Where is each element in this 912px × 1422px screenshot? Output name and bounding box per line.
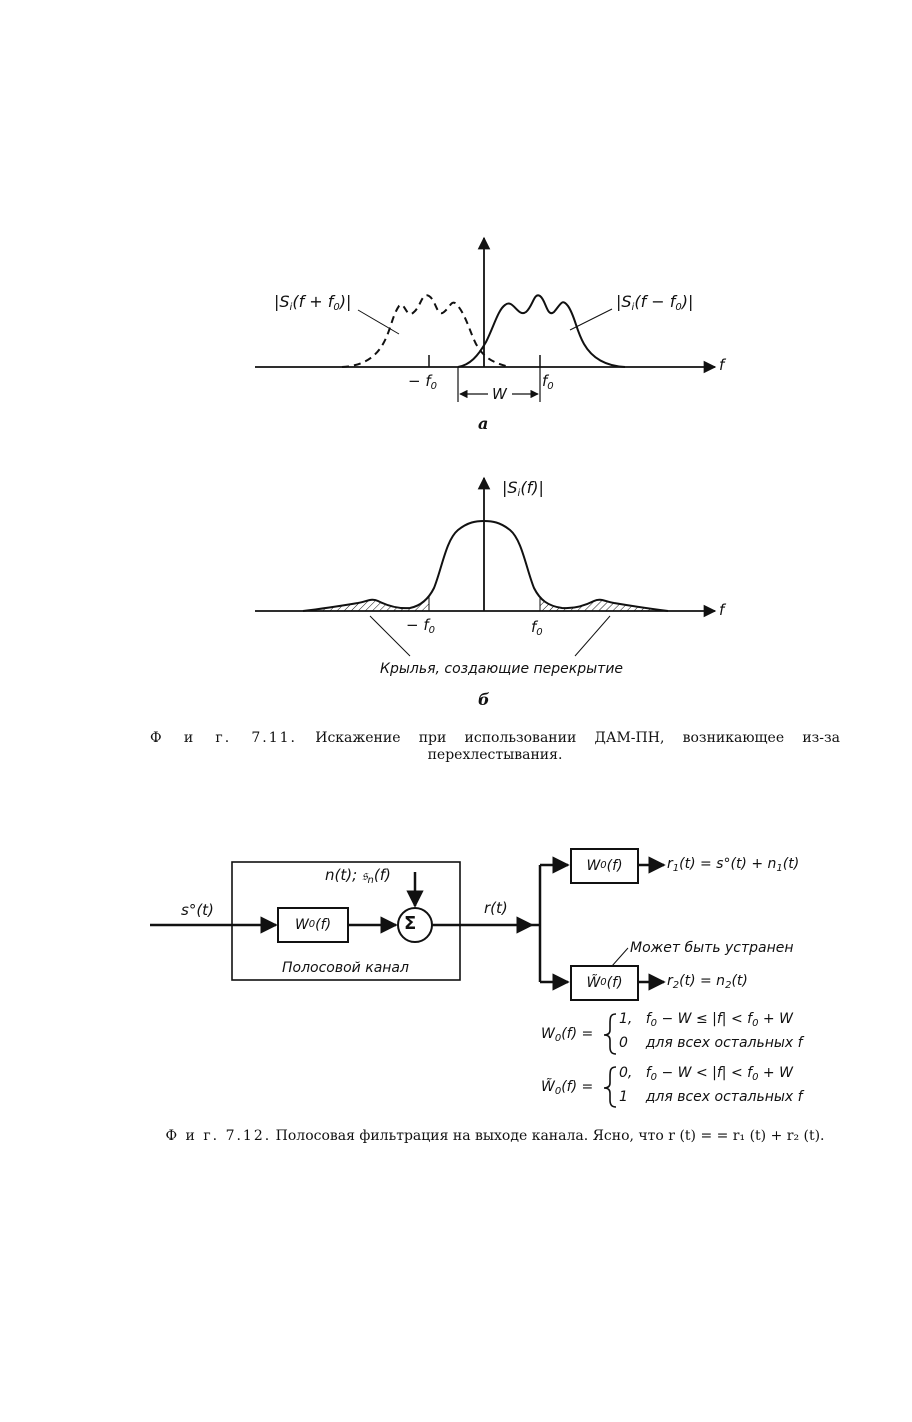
panel-b-right-leader [575, 616, 610, 656]
panel-b-left-leader [370, 616, 410, 656]
figure-7-11-caption [150, 730, 840, 764]
panel-a-pos-f0-label: $f_0$ [542, 372, 554, 392]
panel-b-axis-f-label: f [719, 601, 725, 619]
panel-a-right-leader [570, 309, 612, 330]
noise-label: n(t); 𝔰$_n$(f) [325, 866, 391, 886]
bottom-output-label: $r_2(t) = n_2(t)$ [667, 973, 748, 991]
def2-brace [604, 1067, 616, 1107]
def1-lhs: $W_0(f)$ = [541, 1026, 594, 1044]
removable-note: Может быть устранен [630, 940, 794, 956]
def1-brace [604, 1014, 616, 1054]
panel-a-right-curve-label: $|S_i(f - f_0)|$ [616, 292, 694, 313]
def1-line2: 0 для всех остальных f [619, 1035, 803, 1051]
channel-label: Полосовой канал [282, 960, 409, 976]
channel-output-label: r(t) [484, 899, 508, 917]
channel-filter-box: W 0 (f) [277, 907, 349, 943]
figure-7-11-caption-text: Искажение при использовании ДАМ-ПН, возникающее из-за перехлестывания. [315, 730, 840, 763]
top-branch-filter-box: W 0 (f) [570, 848, 639, 884]
summer-symbol: Σ [404, 913, 417, 934]
panel-b-neg-f0-label: − $f_0$ [406, 616, 435, 636]
panel-b-wings-annotation: Крылья, создающие перекрытие [380, 661, 624, 677]
removable-leader [612, 948, 628, 966]
figure-7-12-caption-lead: Ф и г. 7.12. [165, 1128, 272, 1144]
bottom-branch-filter-box: W̃ 0 (f) [570, 965, 639, 1001]
panel-a-letter: а [478, 414, 489, 433]
panel-b-pos-f0-label: $f_0$ [531, 618, 543, 638]
panel-b-letter: б [478, 690, 490, 709]
top-output-label: $r_1(t) = s^\circ(t) + n_1(t)$ [667, 856, 800, 874]
panel-a-w-label: W [492, 385, 507, 403]
def2-lhs: $W̃_0(f)$ = [541, 1079, 594, 1097]
figure-7-11-caption-lead: Ф и г. 7.11. [150, 730, 298, 746]
def2-line2: 1 для всех остальных f [619, 1089, 803, 1105]
panel-a-neg-f0-label: − $f_0$ [408, 372, 437, 392]
panel-a-left-curve-label: $|S_i(f + f_0)|$ [274, 292, 352, 313]
panel-b-y-label: $|S_i(f)|$ [502, 478, 544, 499]
def1-line1: 1, $f_0 - W \le |f| < f_0 + W$ [619, 1011, 793, 1029]
figure-7-12-caption-text: Полосовая фильтрация на выходе канала. Ясно, что r (t) = = r₁ (t) + r₂ (t). [275, 1128, 825, 1144]
figure-7-12-caption [150, 1128, 840, 1145]
panel-a-right-spectrum-curve [458, 295, 625, 367]
panel-b-spectrum-curve [303, 521, 668, 611]
def2-line1: 0, $f_0 - W < |f| < f_0 + W$ [619, 1065, 793, 1083]
panel-a-axis-f-label: f [719, 356, 725, 374]
input-signal-label: s°(t) [181, 901, 214, 919]
